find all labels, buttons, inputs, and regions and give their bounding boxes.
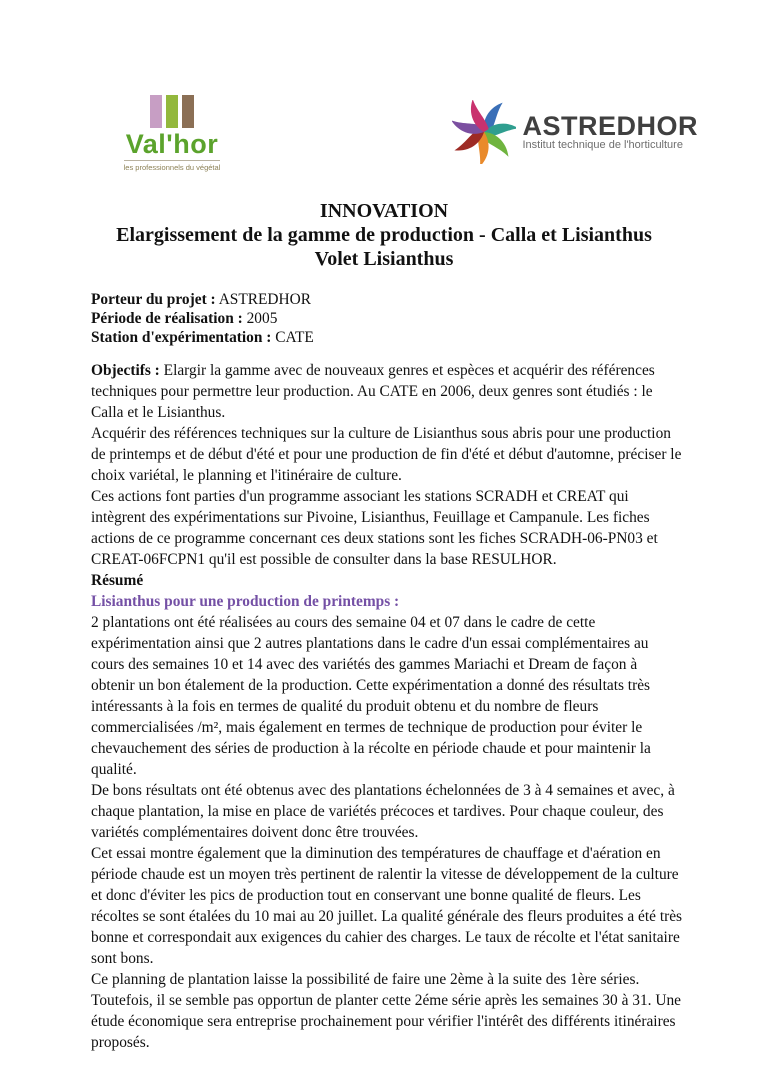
resume-paragraph: 2 plantations ont été réalisées au cours des semaine 04 et 07 dans le cadre de cette expérimentation ainsi que 2 autres plantations dans le cadre d'un essai complémentaires au cours des semaines 10 et 14 avec des variétés des gammes Mariachi et Dream de façon à obtenir un bon étalement de la production. Cette expérimentation a donné des résultats très intéressants à la fois en termes de qualité du produit obtenu et du nombre de fleurs commercialisées /m², mais également en termes de technique de production pour éviter le chevauchement des séries de production à la récolte en période chaude et pour maintenir la qualité. <box>91 614 651 778</box>
valhor-bar-lilac <box>150 95 162 128</box>
resume-heading: Résumé <box>91 572 144 589</box>
astredhor-text <box>522 110 698 152</box>
resume-paragraph: Cet essai montre également que la diminution des températures de chauffage et d'aération en période chaude est un moyen très pertinent de ralentir la vitesse de développement de la culture et donc d'éviter les pics de production tout en conservant une bonne qualité de fleurs. Les récoltes se sont étalées du 10 mai au 20 juillet. La qualité générale des fleurs produites a été très bonne et correspondait aux exigences du cahier des charges. Le taux de récolte et l'état sanitaire sont bons. <box>91 845 683 967</box>
objectives-label: Objectifs : <box>91 362 160 379</box>
pinwheel-icon <box>452 100 516 164</box>
valhor-tagline: les professionnels du végétal <box>124 160 221 172</box>
meta-label: Station d'expérimentation : <box>91 329 272 346</box>
document-body <box>0 290 768 1053</box>
meta-value: CATE <box>275 329 314 346</box>
objectives-section <box>91 360 684 486</box>
resume-subheading: Lisianthus pour une production de printemps : <box>91 593 400 610</box>
objectives-paragraph-1 <box>91 360 684 423</box>
valhor-bar-brown <box>182 95 194 128</box>
resume-paragraph: Ce planning de plantation laisse la possibilité de faire une 2ème à la suite des 1ère séries. Toutefois, il se semble pas opportun de planter cette 2éme série après les semaines 30 à 31. Une étude économique sera entreprise prochainement pour vérifier l'intérêt des différents itinéraires proposés. <box>91 971 681 1051</box>
logo-row <box>0 0 768 173</box>
document-title <box>0 199 768 271</box>
meta-label: Période de réalisation : <box>91 310 243 327</box>
meta-row-periode <box>91 309 684 328</box>
project-meta <box>91 290 684 347</box>
valhor-logo <box>108 95 236 172</box>
astredhor-tagline: Institut technique de l'horticulture <box>522 138 683 151</box>
title-line-1: INNOVATION <box>319 200 449 222</box>
valhor-bars-icon <box>150 95 194 128</box>
meta-row-porteur <box>91 290 684 309</box>
title-line-3: Volet Lisianthus <box>314 248 454 270</box>
astredhor-logo <box>452 100 698 164</box>
meta-row-station <box>91 328 684 347</box>
objectives-text-1: Elargir la gamme avec de nouveaux genres et espèces et acquérir des références techniques pour permettre leur production. Au CATE en 2006, deux genres sont étudiés : le Calla et le Lisianthus. <box>91 362 655 421</box>
resume-body <box>91 612 684 1053</box>
meta-value: ASTREDHOR <box>218 291 312 308</box>
resume-paragraph: De bons résultats ont été obtenus avec des plantations échelonnées de 3 à 4 semaines et avec, à chaque plantation, la mise en place de variétés précoces et tardives. Pour chaque couleur, des variétés complémentaires doivent donc être trouvées. <box>91 782 675 841</box>
astredhor-wordmark: ASTREDHOR <box>522 110 698 141</box>
meta-value: 2005 <box>246 310 278 327</box>
program-paragraph: Ces actions font parties d'un programme associant les stations SCRADH et CREAT qui intègrent des expérimentations sur Pivoine, Lisianthus, Feuillage et Campanule. Les fiches actions de ce programme concernant ces deux stations sont les fiches SCRADH-06-PN03 et CREAT-06FCPN1 qu'il est possible de consulter dans la base RESULHOR. <box>91 488 658 568</box>
valhor-bar-green <box>166 95 178 128</box>
meta-label: Porteur du projet : <box>91 291 216 308</box>
title-line-2: Elargissement de la gamme de production - Calla et Lisianthus <box>116 224 652 246</box>
valhor-wordmark: Val'hor <box>125 129 219 159</box>
objectives-paragraph-2: Acquérir des références techniques sur la culture de Lisianthus sous abris pour une production de printemps et de début d'été et pour une production de fin d'été et début d'automne, préciser le choix variétal, le planning et l'itinéraire de culture. <box>91 425 682 484</box>
